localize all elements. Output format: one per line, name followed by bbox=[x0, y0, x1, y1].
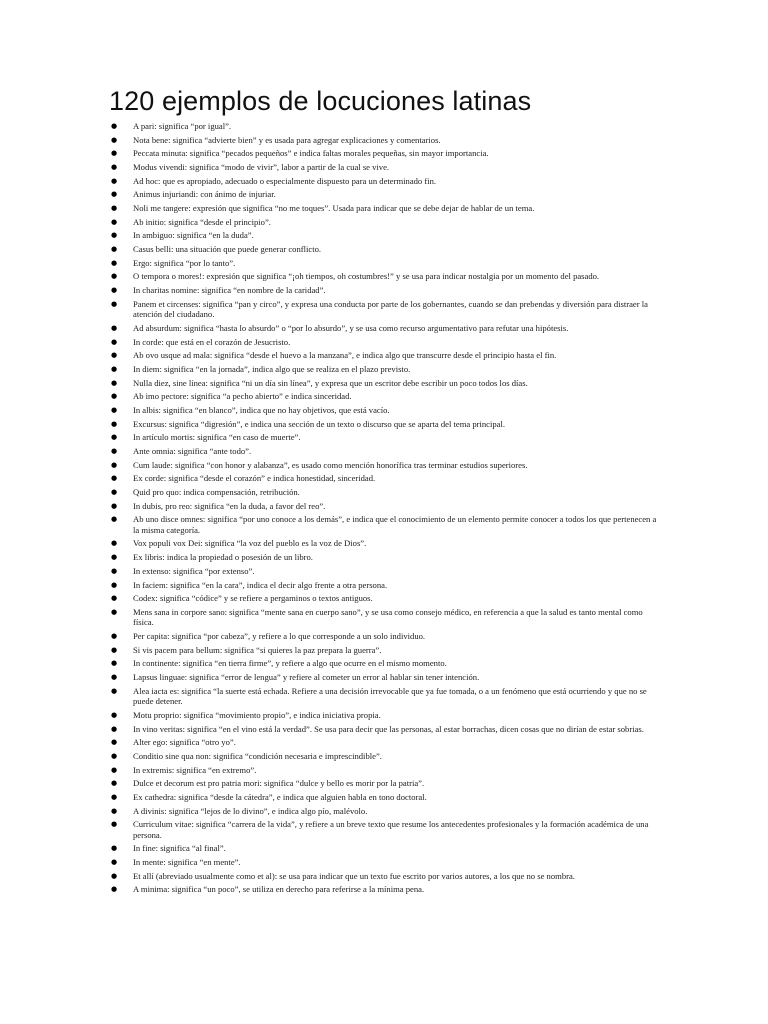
bullet-icon: ● bbox=[111, 844, 118, 853]
list-item bbox=[111, 446, 659, 457]
locution-text: O tempora o mores!: expresión que significa “¡oh tiempos, oh costumbres!” y se usa para indicar nostalgia por un momento del pasado. bbox=[133, 271, 600, 282]
bullet-icon: ● bbox=[111, 364, 118, 373]
list-item bbox=[111, 737, 659, 748]
bullet-icon: ● bbox=[111, 446, 118, 455]
list-item bbox=[111, 378, 659, 389]
locution-text: Panem et circenses: significa “pan y circo”, y expresa una conducta por parte de los gobernantes, cuando se dan prebendas y diversión para distraer la atención del ciudadano. bbox=[133, 298, 648, 320]
locution-text: Alea iacta es: significa “la suerte está echada. Refiere a una decisión irrevocable que ya fue tomada, o a un fenómeno que está ocurriendo y que no se puede detener. bbox=[133, 685, 647, 707]
locution-text: Vox populi vox Dei: significa “la voz del pueblo es la voz de Dios”. bbox=[133, 538, 367, 549]
bullet-icon: ● bbox=[111, 632, 118, 641]
list-item bbox=[111, 432, 659, 443]
locution-text: Noli me tangere: expresión que significa “no me toques”. Usada para indicar que se debe dejar de hablar de un tema. bbox=[133, 203, 535, 214]
bullet-icon: ● bbox=[111, 724, 118, 733]
list-item bbox=[111, 857, 659, 868]
bullet-icon: ● bbox=[111, 710, 118, 719]
bullet-icon: ● bbox=[111, 286, 118, 295]
list-item bbox=[111, 487, 659, 498]
locution-text: In vino veritas: significa “en el vino está la verdad”. Se usa para decir que las personas, al estar borrachas, dicen cosas que no dirían de estar sobrias. bbox=[133, 723, 644, 734]
list-item bbox=[111, 258, 659, 269]
locution-text: Casus belli: una situación que puede generar conflicto. bbox=[133, 244, 322, 255]
list-item bbox=[111, 473, 659, 484]
bullet-icon: ● bbox=[111, 272, 118, 281]
list-item bbox=[111, 607, 659, 628]
list-item bbox=[111, 658, 659, 669]
list-item bbox=[111, 323, 659, 334]
list-item bbox=[111, 566, 659, 577]
locution-text: Ergo: significa “por lo tanto”. bbox=[133, 257, 236, 268]
locution-text: In extremis: significa “en extremo”. bbox=[133, 764, 257, 775]
list-item bbox=[111, 792, 659, 803]
locution-text: Ad hoc: que es apropiado, adecuado o especialmente dispuesto para un determinado fin. bbox=[133, 175, 437, 186]
locution-text: Nota bene: significa “advierte bien” y es usada para agregar explicaciones y comentarios. bbox=[133, 134, 441, 145]
list-item bbox=[111, 672, 659, 683]
locution-text: Per capita: significa “por cabeza”, y refiere a lo que corresponde a un solo individuo. bbox=[133, 631, 426, 642]
locution-text: Dulce et decorum est pro patria mori: significa “dulce y bello es morir por la patria”. bbox=[133, 778, 425, 789]
bullet-icon: ● bbox=[111, 501, 118, 510]
bullet-icon: ● bbox=[111, 190, 118, 199]
bullet-icon: ● bbox=[111, 751, 118, 760]
bullet-icon: ● bbox=[111, 258, 118, 267]
list-item bbox=[111, 405, 659, 416]
locution-text: In dubis, pro reo: significa “en la duda, a favor del reo”. bbox=[133, 500, 326, 511]
locution-text: Ante omnia: significa “ante todo”. bbox=[133, 445, 252, 456]
bullet-icon: ● bbox=[111, 474, 118, 483]
list-item bbox=[111, 337, 659, 348]
bullet-icon: ● bbox=[111, 539, 118, 548]
locution-text: In extenso: significa “por extenso”. bbox=[133, 565, 255, 576]
bullet-icon: ● bbox=[111, 433, 118, 442]
locution-text: Conditio sine qua non: significa “condición necesaria e imprescindible”. bbox=[133, 750, 382, 761]
locution-text: In faciem: significa “en la cara”, indica el decir algo frente a otra persona. bbox=[133, 579, 388, 590]
locution-text: Modus vivendi: significa “modo de vivir”, labor a partir de la cual se vive. bbox=[133, 162, 390, 173]
list-item bbox=[111, 135, 659, 146]
bullet-icon: ● bbox=[111, 885, 118, 894]
bullet-icon: ● bbox=[111, 392, 118, 401]
locution-text: A pari: significa “por igual”. bbox=[133, 121, 232, 131]
bullet-icon: ● bbox=[111, 566, 118, 575]
locution-text: Motu proprio: significa “movimiento propio”, e indica iniciativa propia. bbox=[133, 709, 381, 720]
locution-text: Ex libris: indica la propiedad o posesión de un libro. bbox=[133, 552, 313, 563]
list-item bbox=[111, 778, 659, 789]
bullet-icon: ● bbox=[111, 779, 118, 788]
list-item bbox=[111, 765, 659, 776]
list-item bbox=[111, 244, 659, 255]
list-item bbox=[111, 806, 659, 817]
locution-text: Curriculum vitae: significa “carrera de la vida”, y refiere a un breve texto que resume los antecedentes profesionales y la formación académica de una persona. bbox=[133, 819, 649, 840]
locution-text: Mens sana in corpore sano: significa “mente sana en cuerpo sano”, y se usa como consejo médico, en referencia a que la salud es tanto mental como física. bbox=[133, 606, 643, 628]
bullet-icon: ● bbox=[111, 645, 118, 654]
bullet-icon: ● bbox=[111, 686, 118, 695]
locution-text: In charitas nomine: significa “en nombre de la caridad”. bbox=[133, 285, 326, 296]
list-item bbox=[111, 514, 659, 535]
bullet-icon: ● bbox=[111, 351, 118, 360]
bullet-icon: ● bbox=[111, 580, 118, 589]
bullet-icon: ● bbox=[111, 607, 118, 616]
locution-text: Nulla diez, sine línea: significa “ni un día sin línea”, y expresa que un escritor debe escribir un poco todos los días. bbox=[133, 377, 528, 388]
list-item bbox=[111, 162, 659, 173]
bullet-icon: ● bbox=[111, 149, 118, 158]
locution-text: Quid pro quo: indica compensación, retribución. bbox=[133, 486, 300, 497]
locution-text: Animus injuriandi: con ánimo de injuriar. bbox=[133, 189, 276, 200]
list-item bbox=[111, 189, 659, 200]
list-item bbox=[111, 710, 659, 721]
locution-text: Excursus: significa “digresión”, e indica una sección de un texto o discurso que se aparta del tema principal. bbox=[133, 418, 506, 429]
bullet-icon: ● bbox=[111, 245, 118, 254]
locution-text: Ad absurdum: significa “hasta lo absurdo” o “por lo absurdo”, y se usa como recurso argumentativo para refutar una hipótesis. bbox=[133, 322, 569, 333]
locution-text: Peccata minuta: significa “pecados pequeños” e indica faltas morales pequeñas, sin mayor importancia. bbox=[133, 148, 489, 159]
bullet-icon: ● bbox=[111, 487, 118, 496]
locution-text: In diem: significa “en la jornada”, indica algo que se realiza en el plazo previsto. bbox=[133, 363, 411, 374]
list-item bbox=[111, 121, 659, 132]
list-item bbox=[111, 299, 659, 320]
locution-text: Ab uno disce omnes: significa “por uno conoce a los demás”, e indica que el conocimiento de un elemento permite conocer a todos los que pertenecen a la misma categoría. bbox=[133, 514, 657, 535]
locution-list bbox=[111, 121, 659, 898]
bullet-icon: ● bbox=[111, 673, 118, 682]
locution-text: In ambiguo: significa “en la duda”. bbox=[133, 230, 254, 241]
bullet-icon: ● bbox=[111, 122, 118, 130]
list-item bbox=[111, 271, 659, 282]
locution-text: In artículo mortis: significa “en caso de muerte”. bbox=[133, 432, 301, 443]
locution-text: Cum laude: significa “con honor y alabanza”, es usado como mención honorífica tras terminar estudios superiores. bbox=[133, 459, 528, 470]
bullet-icon: ● bbox=[111, 515, 118, 524]
bullet-icon: ● bbox=[111, 135, 118, 144]
locution-text: A minima: significa “un poco”, se utiliza en derecho para referirse a la mínima pena. bbox=[133, 884, 425, 895]
locution-text: A divinis: significa “lejos de lo divino”, e indica algo pío, malévolo. bbox=[133, 805, 368, 816]
list-item bbox=[111, 285, 659, 296]
list-item bbox=[111, 203, 659, 214]
bullet-icon: ● bbox=[111, 405, 118, 414]
list-item bbox=[111, 350, 659, 361]
list-item bbox=[111, 819, 659, 840]
list-item bbox=[111, 501, 659, 512]
locution-text: Si vis pacem para bellum: significa “si quieres la paz prepara la guerra”. bbox=[133, 644, 382, 655]
list-item bbox=[111, 148, 659, 159]
bullet-icon: ● bbox=[111, 820, 118, 829]
list-item bbox=[111, 593, 659, 604]
bullet-icon: ● bbox=[111, 659, 118, 668]
list-item bbox=[111, 631, 659, 642]
list-item bbox=[111, 580, 659, 591]
locution-text: Ex cathedra: significa “desde la cátedra”, e indica que alguien habla en tono doctoral. bbox=[133, 791, 427, 802]
list-item bbox=[111, 419, 659, 430]
list-item bbox=[111, 686, 659, 707]
bullet-icon: ● bbox=[111, 806, 118, 815]
list-item bbox=[111, 645, 659, 656]
locution-text: Ab initio: significa “desde el principio”. bbox=[133, 216, 271, 227]
locution-text: In corde: que está en el corazón de Jesucristo. bbox=[133, 336, 291, 347]
locution-text: Alter ego: significa “otro yo”. bbox=[133, 737, 236, 748]
bullet-icon: ● bbox=[111, 419, 118, 428]
list-item bbox=[111, 176, 659, 187]
bullet-icon: ● bbox=[111, 299, 118, 308]
locution-text: Ab ovo usque ad mala: significa “desde el huevo a la manzana”, e indica algo que transcurre desde el principio hasta el fin. bbox=[133, 350, 557, 361]
locution-text: In albis: significa “en blanco”, indica que no hay objetivos, que está vacío. bbox=[133, 404, 390, 415]
page-title: 120 ejemplos de locuciones latinas bbox=[109, 86, 532, 116]
bullet-icon: ● bbox=[111, 765, 118, 774]
locution-text: Codex: significa “códice” y se refiere a pergaminos o textos antiguos. bbox=[133, 593, 373, 604]
list-item bbox=[111, 843, 659, 854]
bullet-icon: ● bbox=[111, 337, 118, 346]
list-item bbox=[111, 230, 659, 241]
locution-text: Ex corde: significa “desde el corazón” e indica honestidad, sinceridad. bbox=[133, 473, 376, 484]
bullet-icon: ● bbox=[111, 204, 118, 213]
locution-text: In continente: significa “en tierra firme”, y refiere a algo que ocurre en el mismo momento. bbox=[133, 658, 447, 669]
list-item bbox=[111, 884, 659, 895]
bullet-icon: ● bbox=[111, 553, 118, 562]
bullet-icon: ● bbox=[111, 858, 118, 867]
bullet-icon: ● bbox=[111, 163, 118, 172]
list-item bbox=[111, 391, 659, 402]
bullet-icon: ● bbox=[111, 792, 118, 801]
bullet-icon: ● bbox=[111, 871, 118, 880]
bullet-icon: ● bbox=[111, 738, 118, 747]
list-item bbox=[111, 724, 659, 735]
list-item bbox=[111, 871, 659, 882]
list-item bbox=[111, 460, 659, 471]
locution-text: Lapsus linguae: significa “error de lengua” y refiere al cometer un error al hablar sin tener intención. bbox=[133, 672, 480, 683]
bullet-icon: ● bbox=[111, 231, 118, 240]
bullet-icon: ● bbox=[111, 594, 118, 603]
list-item bbox=[111, 364, 659, 375]
bullet-icon: ● bbox=[111, 323, 118, 332]
locution-text: Et allí (abreviado usualmente como et al): se usa para indicar que un texto fue escrito por varios autores, a los que no se nombra. bbox=[133, 870, 575, 881]
locution-text: Ab imo pectore: significa “a pecho abierto” e indica sinceridad. bbox=[133, 391, 352, 402]
bullet-icon: ● bbox=[111, 378, 118, 387]
bullet-icon: ● bbox=[111, 217, 118, 226]
list-item bbox=[111, 751, 659, 762]
locution-text: In fine: significa “al final”. bbox=[133, 843, 226, 854]
bullet-icon: ● bbox=[111, 176, 118, 185]
bullet-icon: ● bbox=[111, 460, 118, 469]
list-item bbox=[111, 538, 659, 549]
locution-text: In mente: significa “en mente”. bbox=[133, 857, 241, 868]
list-item bbox=[111, 552, 659, 563]
list-item bbox=[111, 217, 659, 228]
